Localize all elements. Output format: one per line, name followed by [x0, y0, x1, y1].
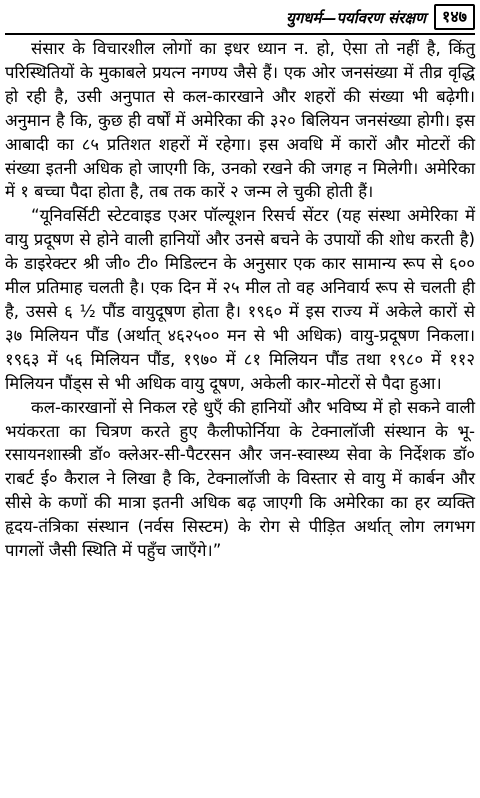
running-header [5, 0, 475, 34]
paragraph-3: कल-कारखानों से निकल रहे धुएँ की हानियों और भविष्य में हो सकने वाली भयंकरता का चित्रण करते हुए कैलीफोर्निया के टेक्नालॉजी संस्थान के भू-रसायनशास्त्री डॉ० क्लेअर-सी-पैटरसन और जन-स्वास्थ्य सेवा के निर्देशक डॉ० राबर्ट ई० कैराल ने लिखा है कि, टेक्नालॉजी के विस्तार से वायु में कार्बन और सीसे के कणों की मात्रा इतनी अधिक बढ़ जाएगी कि अमेरिका का हर व्यक्ति हृदय-तंत्रिका संस्थान (नर्वस सिस्टम) के रोग से पीड़ित अर्थात् लोग लगभग पागलों जैसी स्थिति में पहुँच जाएँगे।” [5, 397, 475, 561]
paragraph-1: संसार के विचारशील लोगों का इधर ध्यान न. हो, ऐसा तो नहीं है, किंतु परिस्थितियों के मुकाबले प्रयत्न नगण्य जैसे हैं। एक ओर जनसंख्या में तीव्र वृद्धि हो रही है, उसी अनुपात से कल-कारखाने और शहरों की संख्या भी बढ़ेगी। अनुमान है कि, कुछ ही वर्षों में अमेरिका की ३२० बिलियन जनसंख्या होगी। इस आबादी का ८५ प्रतिशत शहरों में रहेगा। इस अवधि में कारों और मोटरों की संख्या इतनी अधिक हो जाएगी कि, उनको रखने की जगह न मिलेगी। अमेरिका में १ बच्चा पैदा होता है, तब तक कारें २ जन्म ले चुकी होती हैं। [5, 39, 475, 202]
page-number: १४७ [434, 4, 475, 30]
chapter-title: युगधर्म—पर्यावरण संरक्षण [286, 9, 427, 27]
body-text [5, 34, 475, 563]
paragraph-2: “यूनिवर्सिटी स्टेटवाइड एअर पॉल्यूशन रिसर्च सेंटर (यह संस्था अमेरिका में वायु प्रदूषण से होने वाली हानियों और उनसे बचने के उपायों की शोध करती है) के डाइरेक्टर श्री जी० टी० मिडिल्टन के अनुसार एक कार सामान्य रूप से ६०० मील प्रतिमाह चलती है। एक दिन में २५ मील तो वह अनिवार्य रूप से चलती ही है, उससे ६ ½ पौंड वायुदूषण होता है। १९६० में इस राज्य में अकेले कारों से ३७ मिलियन पौंड (अर्थात् ४६२५०० मन से भी अधिक) वायु-प्रदूषण निकला। १९६३ में ५६ मिलियन पौंड, १९७० में ८१ मिलियन पौंड तथा १९८० में ११२ मिलियन पौंड्स से भी अधिक वायु दूषण, अकेली कार-मोटरों से पैदा हुआ। [5, 206, 475, 393]
header-rule [5, 33, 475, 35]
